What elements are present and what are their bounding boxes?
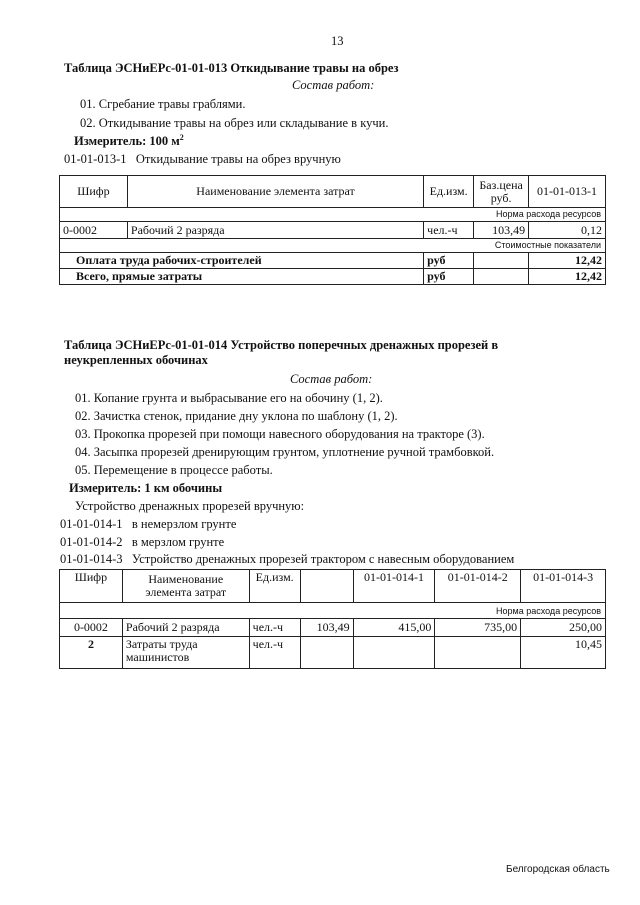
t2-r1-v2: 735,00 <box>435 619 521 637</box>
t1-pay-unit: руб <box>424 253 474 269</box>
table2-work-3: 03. Прокопка прорезей при помощи навесного оборудования на тракторе (3). <box>75 427 485 441</box>
t1-h-base: Баз.цена руб. <box>474 176 529 208</box>
t1-r-shifr: 0-0002 <box>60 222 128 239</box>
table1-sostav: Состав работ: <box>292 78 375 92</box>
table1-work-2: 02. Откидывание травы на обрез или складывание в кучи. <box>80 116 389 130</box>
table2 <box>59 569 606 669</box>
table2-work-1: 01. Копание грунта и выбрасывание его на обочину (1, 2). <box>75 391 383 405</box>
t1-total-unit: руб <box>424 269 474 285</box>
t1-stoim: Стоимостные показатели <box>60 239 606 253</box>
t1-norma: Норма расхода ресурсов <box>60 208 606 222</box>
t2-h-unit: Ед.изм. <box>249 570 300 603</box>
table2-meter: Измеритель: 1 км обочины <box>69 481 223 495</box>
t2-r1-v3: 250,00 <box>521 619 606 637</box>
table1-meter: Измеритель: 100 $м^2$ <box>74 133 184 149</box>
t2-h-shifr: Шифр <box>60 570 123 603</box>
t2-r2-shifr: 2 <box>60 637 123 669</box>
t2-h-c3: 01-01-014-3 <box>521 570 606 603</box>
t1-h-shifr: Шифр <box>60 176 128 208</box>
table2-code-1: 01-01-014-1 в немерзлом грунте <box>60 517 237 531</box>
t2-r1-price: 103,49 <box>300 619 353 637</box>
t2-norma: Норма расхода ресурсов <box>60 603 606 619</box>
table2-code-3: 01-01-014-3 Устройство дренажных прорезей трактором с навесным оборудованием <box>60 552 515 566</box>
t2-r1-v1: 415,00 <box>353 619 435 637</box>
t1-h-unit: Ед.изм. <box>424 176 474 208</box>
t1-pay-val: 12,42 <box>529 253 606 269</box>
table2-sub: Устройство дренажных прорезей вручную: <box>75 499 305 513</box>
table2-title-2: неукрепленных обочинах <box>64 353 208 367</box>
t1-r-val: 0,12 <box>529 222 606 239</box>
page-number: 13 <box>331 34 344 48</box>
t2-r2-v3: 10,45 <box>521 637 606 669</box>
table2-work-5: 05. Перемещение в процессе работы. <box>75 463 273 477</box>
t1-total-val: 12,42 <box>529 269 606 285</box>
t1-h-name: Наименование элемента затрат <box>127 176 423 208</box>
t2-r1-name: Рабочий 2 разряда <box>122 619 249 637</box>
t1-h-code: 01-01-013-1 <box>529 176 606 208</box>
table1 <box>59 175 606 285</box>
t2-r1-unit: чел.-ч <box>249 619 300 637</box>
t2-h-name: Наименование элемента затрат <box>122 570 249 603</box>
table2-work-4: 04. Засыпка прорезей дренирующим грунтом, уплотнение ручной трамбовкой. <box>75 445 495 459</box>
t2-h-c2: 01-01-014-2 <box>435 570 521 603</box>
footer-region: Белгородская область <box>506 864 610 875</box>
table2-work-2: 02. Зачистка стенок, придание дну уклона по шаблону (1, 2). <box>75 409 398 423</box>
table1-title: Таблица ЭСНиЕРс-01-01-013 Откидывание травы на обрез <box>64 61 399 75</box>
t1-total-name: Всего, прямые затраты <box>60 269 424 285</box>
t2-r2-name: Затраты труда машинистов <box>122 637 249 669</box>
table2-code-2: 01-01-014-2 в мерзлом грунте <box>60 535 225 549</box>
table1-work-1: 01. Сгребание травы граблями. <box>80 97 246 111</box>
t1-pay-name: Оплата труда рабочих-строителей <box>60 253 424 269</box>
table2-title-1: Таблица ЭСНиЕРс-01-01-014 Устройство поперечных дренажных прорезей в <box>64 338 499 352</box>
t1-r-price: 103,49 <box>474 222 529 239</box>
table2-sostav: Состав работ: <box>290 372 373 386</box>
table1-code-line: 01-01-013-1 Откидывание травы на обрез вручную <box>64 152 341 166</box>
t1-r-unit: чел.-ч <box>424 222 474 239</box>
t2-r1-shifr: 0-0002 <box>60 619 123 637</box>
t2-r2-unit: чел.-ч <box>249 637 300 669</box>
t1-r-name: Рабочий 2 разряда <box>127 222 423 239</box>
t2-h-c1: 01-01-014-1 <box>353 570 435 603</box>
